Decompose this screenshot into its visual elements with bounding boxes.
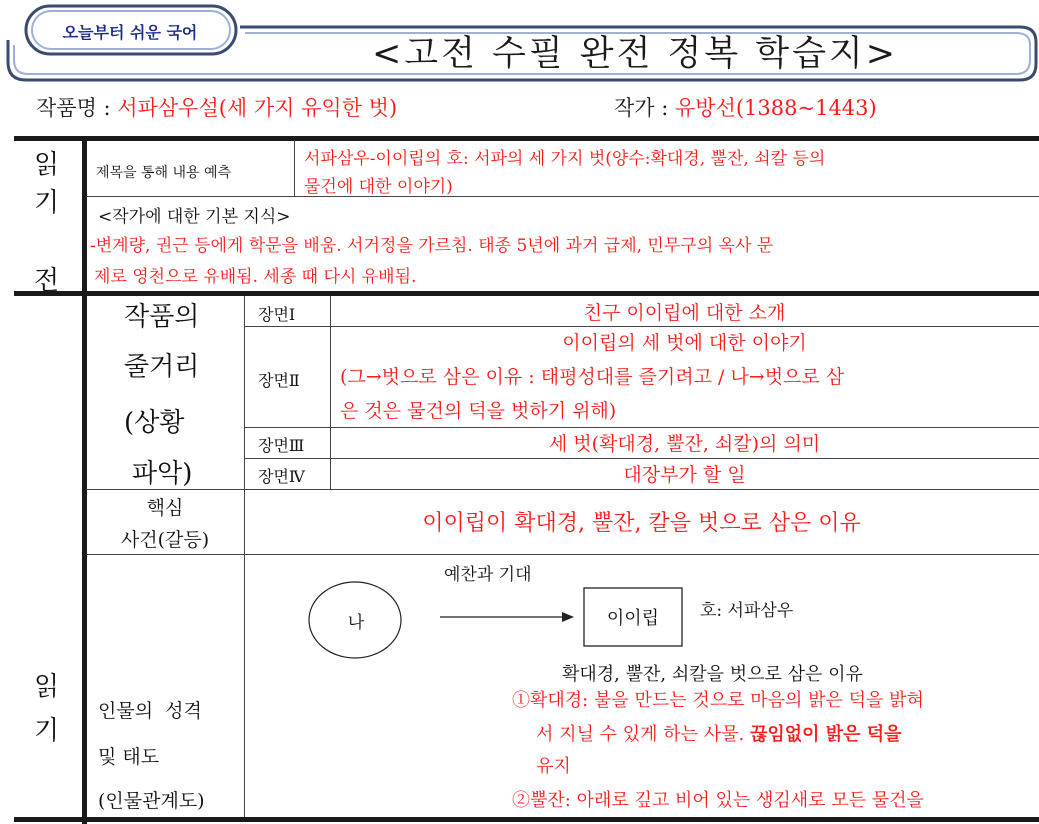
scene-label: 장면Ⅲ	[258, 436, 305, 455]
core-label-line: 사건(갈등)	[120, 528, 210, 551]
scene-text: 대장부가 할 일	[623, 464, 746, 486]
arrow-caption: 예찬과 기대	[444, 565, 532, 585]
character-label-line: 인물의 성격	[98, 700, 202, 722]
predict-label: 제목을 통해 내용 예측	[96, 165, 232, 181]
item-head: ②뿔잔	[512, 790, 565, 811]
section-divider	[82, 136, 87, 824]
scene-text-line: 은 것은 물건의 덕을 벗하기 위해)	[340, 400, 617, 422]
table-top-rule	[14, 136, 1039, 141]
scene-label: 장면Ⅰ	[258, 305, 296, 324]
scene-label: 장면Ⅳ	[258, 467, 305, 486]
item-head: ①확대경	[512, 690, 583, 711]
predict-text-line: 서파삼우-이이립의 호: 서파의 세 가지 벗(양수:확대경, 뿔잔, 쇠칼 등의	[304, 149, 826, 169]
character-label-line: 및 태도	[98, 746, 160, 768]
section-label-char: 읽	[34, 150, 60, 180]
friend-note: 호: 서파삼우	[700, 601, 794, 621]
scene-label: 장면Ⅱ	[258, 371, 300, 390]
item-text: : 아래로 깊고 비어 있는 생김새로 모든 물건을	[564, 790, 924, 811]
author-info-line: 제로 영천으로 유배됨. 세종 때 다시 유배됨.	[94, 267, 417, 287]
section-label-char: 전	[34, 266, 60, 296]
work-title: 서파삼우설(세 가지 유익한 벗)	[117, 96, 398, 120]
author-name: 유방선(1388~1443)	[675, 96, 877, 120]
item-text: 유지	[536, 756, 571, 777]
author-info-title: <작가에 대한 기본 지식>	[98, 207, 291, 227]
work-info	[36, 92, 1016, 122]
plot-label-line: (상황	[124, 408, 185, 438]
table-bottom-rule	[14, 817, 1039, 822]
character-label-line: (인물관계도)	[98, 790, 205, 812]
scene-text-line: (그→벗으로 삼은 이유 : 태평성대를 즐기려고 / 나→벗으로 삼	[340, 366, 845, 388]
scene-text-line: 이이립의 세 벗에 대한 이야기	[562, 331, 807, 354]
core-text: 이이립이 확대경, 뿔잔, 칼을 벗으로 삼은 이유	[422, 511, 861, 536]
page-title: <고전 수필 완전 정복 학습지>	[371, 34, 899, 74]
reason-item	[512, 786, 924, 812]
worksheet-table	[14, 136, 1039, 824]
predict-text-line: 물건에 대한 이야기)	[304, 177, 453, 197]
author-info-line: -변계량, 권근 등에게 학문을 배움. 서거정을 가르침. 태종 5년에 과거 급제, 민무구의 옥사 문	[90, 236, 774, 256]
plot-label-line: 파악)	[132, 459, 193, 489]
reason-item	[512, 686, 924, 712]
item-text: : 불을 만드는 것으로 마음의 밝은 덕을 밝혀	[582, 690, 924, 711]
item-text: 서 지닐 수 있게 하는 사물.	[536, 724, 750, 745]
section-label-char: 기	[34, 188, 60, 218]
section-label-char: 읽	[34, 672, 60, 702]
worksheet-header	[0, 0, 1039, 90]
node-friend-label: 이이립	[606, 608, 660, 629]
plot-label-line: 작품의	[124, 302, 200, 332]
reason-title: 확대경, 뿔잔, 쇠칼을 벗으로 삼은 이유	[562, 664, 863, 685]
scene-text: 세 벗(확대경, 뿔잔, 쇠칼)의 의미	[548, 433, 821, 455]
author-label: 작가 :	[614, 96, 675, 120]
arrow-head	[562, 612, 574, 622]
work-label: 작품명 :	[36, 96, 118, 120]
core-label-line: 핵심	[146, 496, 184, 519]
item-text-emphasis: 끊임없이 밝은 덕을	[749, 724, 902, 745]
plot-label-line: 줄거리	[124, 352, 200, 382]
section-label-char: 기	[34, 716, 60, 746]
node-me-label: 나	[347, 612, 365, 633]
reason-item-line	[536, 720, 902, 746]
series-badge: 오늘부터 쉬운 국어	[62, 22, 198, 42]
scene-text: 친구 이이립에 대한 소개	[583, 301, 786, 324]
